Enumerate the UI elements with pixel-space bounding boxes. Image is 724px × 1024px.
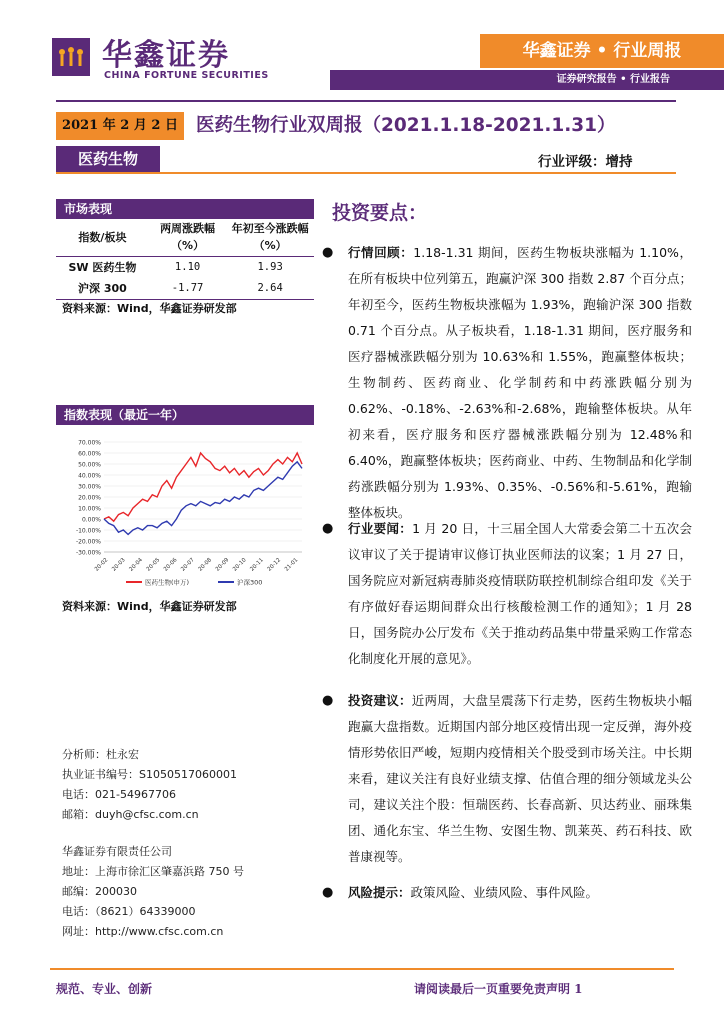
y-tick-label: 40.00% bbox=[78, 472, 101, 480]
footer-divider bbox=[50, 968, 674, 970]
x-tick-label: 20-09 bbox=[214, 557, 231, 573]
row-name: 沪深 300 bbox=[78, 282, 127, 295]
footer-disclaimer: 请阅读最后一页重要免责声明 1 bbox=[414, 982, 583, 996]
analyst-name: 分析师：杜永宏 bbox=[62, 748, 139, 761]
row-name: SW 医药生物 bbox=[68, 261, 137, 274]
analyst-license: 执业证书编号：S1050517060001 bbox=[62, 768, 237, 781]
x-tick-label: 20-08 bbox=[197, 557, 214, 573]
company-website: 网址：http://www.cfsc.com.cn bbox=[62, 925, 224, 938]
x-tick-label: 20-12 bbox=[266, 557, 283, 573]
company-address: 地址：上海市徐汇区肇嘉浜路 750 号 bbox=[62, 865, 244, 878]
table-row bbox=[56, 257, 314, 279]
column-header: 指数/板块 bbox=[78, 230, 127, 244]
chart-section-header: 指数表现（最近一年） bbox=[56, 405, 314, 425]
market-source: 资料来源：Wind，华鑫证券研发部 bbox=[62, 302, 237, 315]
legend-label: 医药生物(申万) bbox=[145, 578, 190, 587]
company-logo bbox=[52, 38, 90, 76]
x-tick-label: 20-02 bbox=[93, 557, 110, 573]
company-postcode: 邮编：200030 bbox=[62, 885, 137, 898]
report-date: 2021 年 2 月 2 日 bbox=[56, 112, 184, 140]
bullet-icon: ● bbox=[322, 885, 334, 900]
bullet-text: 1.18-1.31 期间，医药生物板块涨幅为 1.10%，在所有板块中位列第五，跑赢沪深 300 指数 2.87 个百分点；年初至今，医药生物板块涨幅为 1.93%，跑输沪深 300 指数 0.71 个百分点。从子板块看，1.18-1.31 期间，医疗服务和医疗器械涨跌幅分别为 10.63%和 1.55%，跑赢整体板块；生物制药、医药商业、化学制药和中药涨跌幅分别为 0.62%、-0.18%、-2.63%和-2.68%，跑输整体板块。从年初来看，医疗服务和医疗器械涨跌幅分别为 12.48%和 6.40%，跑赢整体板块；医药商业、中药、生物制品和化学制药涨跌幅分别为 1.93%、0.35%、-0.56%和-5.61%，跑输整体板块。 bbox=[348, 245, 692, 520]
two-week-change: 1.10 bbox=[174, 261, 201, 273]
y-tick-label: -20.00% bbox=[75, 538, 101, 546]
bullet-risk-warning bbox=[322, 880, 692, 906]
ytd-change: 1.93 bbox=[257, 261, 283, 273]
x-tick-label: 20-10 bbox=[232, 557, 248, 573]
y-tick-label: -30.00% bbox=[75, 549, 101, 557]
header-divider bbox=[56, 100, 676, 102]
brand-name-cn: 华鑫证券 bbox=[102, 38, 230, 73]
header-banner: 华鑫证券 • 行业周报 bbox=[480, 34, 724, 68]
analyst-email: 邮箱：duyh@cfsc.com.cn bbox=[62, 808, 199, 821]
y-tick-label: 30.00% bbox=[78, 483, 101, 491]
series-line-csi300 bbox=[104, 462, 302, 535]
bullet-label: 风险提示： bbox=[348, 885, 411, 900]
market-table bbox=[56, 218, 314, 300]
y-tick-label: 20.00% bbox=[78, 494, 101, 502]
bullet-investment-advice bbox=[322, 688, 692, 870]
column-header: 两周涨跌幅（%） bbox=[160, 222, 216, 252]
company-phone: 电话：（8621）64339000 bbox=[62, 905, 196, 918]
logo-mark-icon bbox=[52, 38, 90, 76]
analyst-phone: 电话：021-54967706 bbox=[62, 788, 176, 801]
ytd-change: 2.64 bbox=[257, 282, 283, 294]
y-tick-label: 70.00% bbox=[78, 439, 101, 447]
x-tick-label: 20-05 bbox=[145, 557, 162, 573]
bullet-text: 政策风险、业绩风险、事件风险。 bbox=[410, 885, 599, 900]
sector-tag: 医药生物 bbox=[56, 146, 160, 172]
market-section-header: 市场表现 bbox=[56, 199, 314, 219]
bullet-label: 投资建议： bbox=[348, 693, 412, 708]
industry-rating: 行业评级：增持 bbox=[538, 154, 633, 170]
legend-label: 沪深300 bbox=[237, 578, 263, 587]
x-tick-label: 20-03 bbox=[111, 557, 127, 573]
x-tick-label: 21-01 bbox=[283, 557, 300, 573]
y-tick-label: -10.00% bbox=[75, 527, 101, 535]
bullet-icon: ● bbox=[322, 245, 334, 260]
table-row bbox=[56, 278, 314, 300]
index-line-chart bbox=[56, 432, 314, 592]
x-tick-label: 20-07 bbox=[180, 557, 196, 573]
footer-motto: 规范、专业、创新 bbox=[56, 982, 153, 996]
bullet-market-review bbox=[322, 240, 692, 526]
table-header-row bbox=[56, 218, 314, 257]
bullet-label: 行情回顾： bbox=[348, 245, 414, 260]
y-tick-label: 0.00% bbox=[81, 516, 101, 524]
y-tick-label: 10.00% bbox=[78, 505, 101, 513]
company-name: 华鑫证券有限责任公司 bbox=[62, 845, 172, 858]
two-week-change: -1.77 bbox=[171, 282, 204, 294]
bullet-icon: ● bbox=[322, 521, 334, 536]
bullet-text: 1 月 20 日，十三届全国人大常委会第二十五次会议审议了关于提请审议修订执业医师法的议案；1 月 27 日，国务院应对新冠病毒肺炎疫情联防联控机制综合组印发《关于有序做好春运期间群众出行核酸检测工作的通知》；1 月 28 日，国务院办公厅发布《关于推动药品集中带量采购工作常态化制度化开展的意见》。 bbox=[348, 521, 692, 666]
title-divider bbox=[56, 172, 676, 174]
y-tick-label: 50.00% bbox=[78, 461, 101, 469]
bullet-text: 近两周，大盘呈震荡下行走势，医药生物板块小幅跑赢大盘指数。近期国内部分地区疫情出现一定反弹，海外疫情形势依旧严峻，短期内疫情相关个股受到市场关注。中长期来看，建议关注有良好业绩支撑、估值合理的细分领域龙头公司，建议关注个股：恒瑞医药、长春高新、贝达药业、丽珠集团、通化东宝、华兰生物、安图生物、凯莱英、药石科技、欧普康视等。 bbox=[348, 693, 692, 864]
header-subbar: 证券研究报告 • 行业报告 bbox=[330, 70, 724, 90]
investment-points-title: 投资要点： bbox=[332, 202, 428, 224]
bullet-icon: ● bbox=[322, 693, 334, 708]
x-tick-label: 20-04 bbox=[128, 557, 144, 573]
x-tick-label: 20-11 bbox=[249, 557, 265, 573]
column-header: 年初至今涨跌幅（%） bbox=[231, 222, 309, 252]
bullet-industry-news bbox=[322, 516, 692, 672]
bullet-label: 行业要闻： bbox=[348, 521, 413, 536]
report-title: 医药生物行业双周报（2021.1.18-2021.1.31） bbox=[196, 115, 616, 136]
y-tick-label: 60.00% bbox=[78, 450, 101, 458]
series-line-pharma bbox=[104, 453, 302, 521]
chart-source: 资料来源：Wind，华鑫证券研发部 bbox=[62, 600, 237, 613]
x-tick-label: 20-06 bbox=[162, 557, 179, 573]
brand-name-en: CHINA FORTUNE SECURITIES bbox=[104, 70, 269, 81]
